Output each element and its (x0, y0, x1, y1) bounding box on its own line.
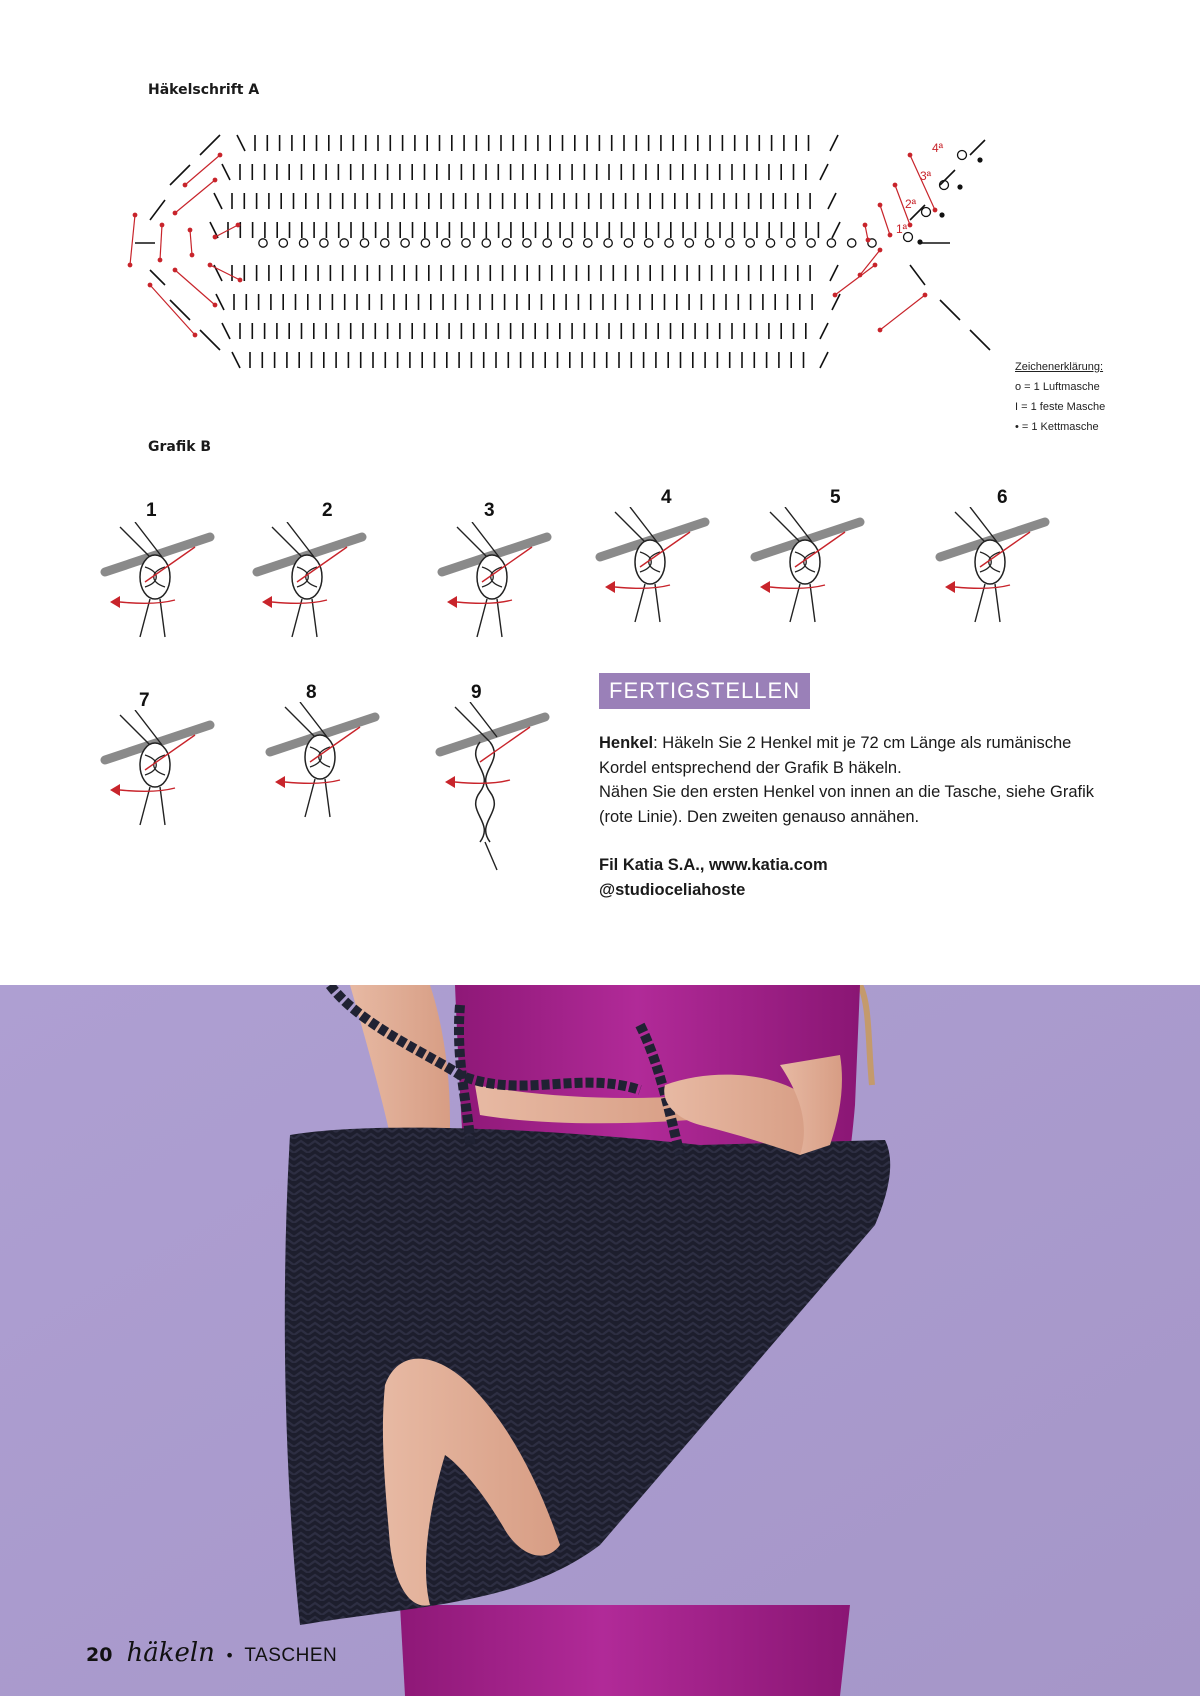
stitch-slip (939, 212, 944, 217)
step-illustration (435, 702, 565, 872)
red-arrow-head (183, 183, 187, 187)
red-arrow-head (933, 208, 937, 212)
red-arrow-head (908, 153, 912, 157)
stitch-chain (807, 239, 815, 247)
red-arrow (835, 265, 875, 295)
stitch-edge (820, 164, 828, 180)
stitch-edge (222, 164, 230, 180)
credit-studio: @studioceliahoste (599, 880, 746, 899)
stitch-chain (726, 239, 734, 247)
finishing-text (599, 731, 1119, 902)
stitch-edge (232, 352, 240, 368)
red-arrow-head (173, 268, 177, 272)
stitch-chain (624, 239, 632, 247)
step-number: 8 (306, 682, 317, 703)
red-arrow-head (160, 223, 164, 227)
round-label-3: 3ª (920, 169, 932, 183)
red-arrow-head (873, 263, 877, 267)
red-arrow (860, 250, 880, 275)
stitch-chain (320, 239, 328, 247)
stitch-chain (746, 239, 754, 247)
red-arrow (175, 270, 215, 305)
step-illustration (595, 507, 725, 627)
stitch-chain (340, 239, 348, 247)
red-arrow-head (878, 328, 882, 332)
stitch-slip (957, 184, 962, 189)
red-arrow-head (833, 293, 837, 297)
red-arrow-head (158, 258, 162, 262)
red-arrow-head (173, 211, 177, 215)
stitch-chain (442, 239, 450, 247)
finishing-heading: FERTIGSTELLEN (599, 673, 810, 709)
stitch-chain (604, 239, 612, 247)
stitch-chain (665, 239, 673, 247)
red-arrow-head (908, 223, 912, 227)
red-arrow (175, 180, 215, 213)
round-label-1: 1ª (896, 222, 908, 236)
red-arrow-head (866, 238, 870, 242)
stitch-chain (381, 239, 389, 247)
stitch-edge (970, 140, 985, 155)
legend-item-slip-stitch: • = 1 Kettmasche (1015, 421, 1099, 433)
stitch-chain (848, 239, 856, 247)
stitch-chain (299, 239, 307, 247)
stitch-edge (200, 135, 220, 155)
step-number: 7 (139, 690, 150, 711)
stitch-chain (584, 239, 592, 247)
stitch-edge (170, 165, 190, 185)
footer-category: TASCHEN (244, 1645, 338, 1666)
red-arrow-head (878, 203, 882, 207)
stitch-chain (523, 239, 531, 247)
red-arrow (210, 265, 240, 280)
stitch-chain (482, 239, 490, 247)
red-arrow-head (213, 235, 217, 239)
stitch-edge (200, 330, 220, 350)
step-illustration (750, 507, 880, 627)
red-arrow-head (148, 283, 152, 287)
stitch-chain (259, 239, 267, 247)
footer-separator: • (224, 1646, 235, 1665)
legend-item-single-crochet: I = 1 feste Masche (1015, 401, 1106, 413)
red-arrow (880, 205, 890, 235)
stitch-chain (705, 239, 713, 247)
red-arrow-head (863, 223, 867, 227)
stitch-slip (977, 157, 982, 162)
stitch-edge (832, 222, 840, 238)
red-arrow-head (133, 213, 137, 217)
red-arrow-head (923, 293, 927, 297)
red-arrow (160, 225, 162, 260)
stitch-edge (237, 135, 245, 151)
step-number: 3 (484, 500, 495, 521)
stitch-edge (216, 294, 224, 310)
chart-a-title: Häkelschrift A (148, 82, 260, 98)
step-illustration (265, 702, 395, 822)
page-number: 20 (86, 1644, 113, 1666)
red-arrow-head (193, 333, 197, 337)
step-illustration (100, 522, 230, 642)
stitch-chain (645, 239, 653, 247)
stitch-chain (543, 239, 551, 247)
stitch-edge (910, 265, 925, 285)
stitch-edge (214, 193, 222, 209)
henkel-paragraph (599, 731, 1119, 780)
stitch-chain (462, 239, 470, 247)
red-arrow (215, 225, 238, 237)
legend-item-chain: o = 1 Luftmasche (1015, 381, 1100, 393)
credit-katia: Fil Katia S.A., www.katia.com (599, 856, 828, 874)
step-illustration (252, 522, 382, 642)
stitch-edge (150, 270, 165, 285)
magazine-name: häkeln (126, 1638, 215, 1668)
step-illustration (437, 522, 567, 642)
stitch-edge (150, 200, 165, 220)
stitch-edge (222, 323, 230, 339)
red-arrow-head (213, 303, 217, 307)
stitch-chain (766, 239, 774, 247)
step-number: 6 (997, 487, 1008, 508)
stitch-chain (958, 151, 967, 160)
red-arrow (130, 215, 135, 265)
red-arrow-head (190, 253, 194, 257)
stitch-chain (279, 239, 287, 247)
bag-photo (0, 985, 1200, 1696)
stitch-edge (820, 352, 828, 368)
crochet-chart-a (120, 125, 1040, 395)
stitch-chain (502, 239, 510, 247)
round-label-4: 4ª (932, 141, 944, 155)
step-illustration (935, 507, 1065, 627)
stitch-chain (827, 239, 835, 247)
stitch-edge (940, 300, 960, 320)
stitch-chain (787, 239, 795, 247)
henkel-label: Henkel (599, 734, 654, 752)
red-arrow-head (208, 263, 212, 267)
stitch-chain (563, 239, 571, 247)
step-number: 5 (830, 487, 841, 508)
stitch-chain (360, 239, 368, 247)
red-arrow-head (236, 223, 240, 227)
stitch-edge (830, 265, 838, 281)
stitch-edge (830, 135, 838, 151)
stitch-chain (421, 239, 429, 247)
red-arrow (190, 230, 192, 255)
chart-legend (1015, 357, 1105, 437)
stitch-slip (917, 239, 922, 244)
red-arrow (880, 295, 925, 330)
legend-title: Zeichenerklärung: (1015, 361, 1104, 373)
round-label-2: 2ª (905, 197, 917, 211)
red-arrow-head (238, 278, 242, 282)
step-number: 4 (661, 487, 672, 508)
bag-photo-illustration (0, 985, 1200, 1696)
stitch-edge (828, 193, 836, 209)
stitch-chain (685, 239, 693, 247)
red-arrow-head (188, 228, 192, 232)
step-number: 9 (471, 682, 482, 703)
stitch-chain (922, 208, 931, 217)
red-arrow-head (128, 263, 132, 267)
sew-paragraph: Nähen Sie den ersten Henkel von innen an die Tasche, siehe Grafik (rote Linie). Den zweiten genauso annähen. (599, 783, 1095, 826)
stitch-edge (970, 330, 990, 350)
step-number: 1 (146, 500, 157, 521)
red-arrow-head (213, 178, 217, 182)
red-arrow-head (893, 183, 897, 187)
step-illustration (100, 710, 230, 830)
red-arrow (150, 285, 195, 335)
page-footer (86, 1638, 337, 1678)
henkel-text: : Häkeln Sie 2 Henkel mit je 72 cm Länge als rumänische Kordel entsprechend der Grafik B häkeln. (599, 734, 1072, 777)
stitch-edge (820, 323, 828, 339)
step-number: 2 (322, 500, 333, 521)
stitch-chain (401, 239, 409, 247)
red-arrow-head (878, 248, 882, 252)
red-arrow-head (218, 153, 222, 157)
red-arrow-head (888, 233, 892, 237)
chart-b-title: Grafik B (148, 439, 212, 455)
